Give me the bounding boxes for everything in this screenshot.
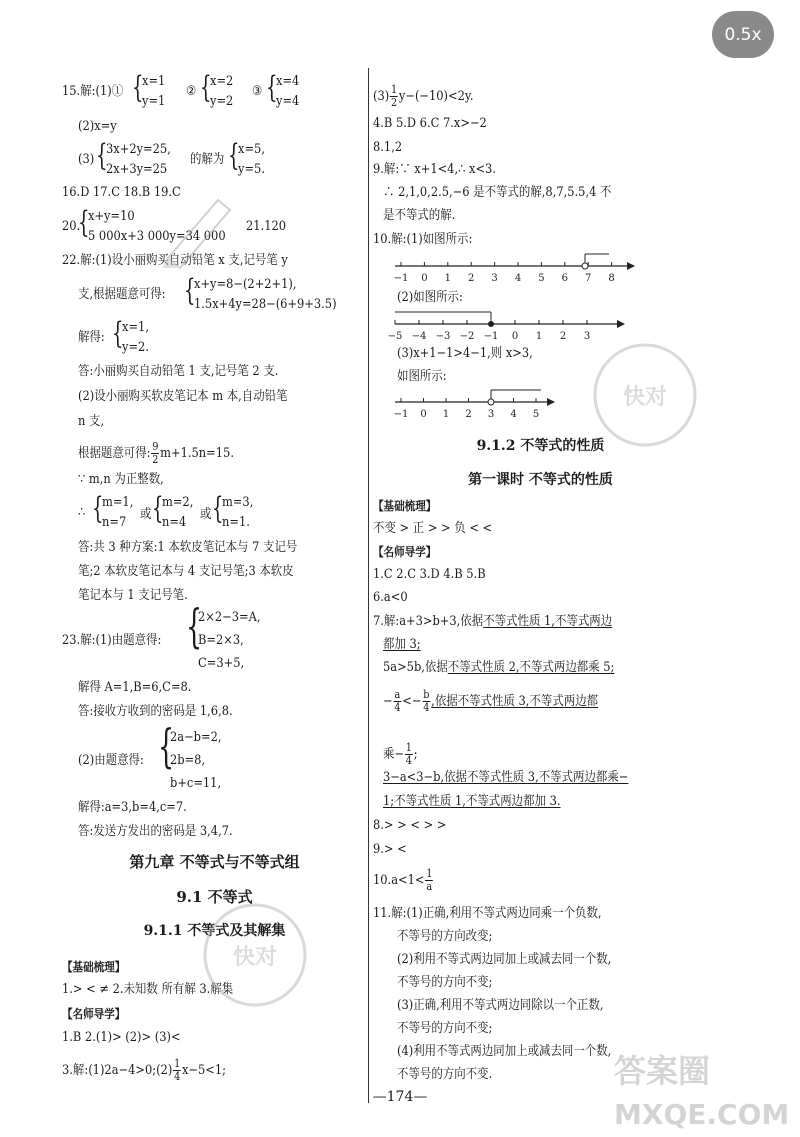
q21-answer: 21.120 <box>246 219 287 234</box>
q10-part3-figure-label: 如图所示: <box>397 369 447 384</box>
tick-label: −2 <box>459 331 475 342</box>
q15-system-eq2: 2x+3y=25 <box>106 162 168 177</box>
answer-10: 10.a<1< $\frac{1}{a}$ <box>373 867 433 893</box>
brace-icon: { <box>228 138 240 173</box>
q11-line3: (2)利用不等式两边同加上或减去同一个数, <box>397 952 612 967</box>
q11-line8: 不等号的方向不变. <box>397 1067 493 1082</box>
column-divider <box>368 68 369 1103</box>
tick-label: −1 <box>483 331 499 342</box>
tick-label: 0 <box>420 409 427 420</box>
tick-label: 0 <box>421 273 428 284</box>
q22-sol-x: x=1, <box>122 320 149 335</box>
q22-case1-n: n=7 <box>102 515 127 530</box>
q9-line2: ∴ 2,1,0,2.5,−6 是不等式的解,8,7,5.5,4 不 <box>383 185 612 200</box>
open-point <box>582 263 588 269</box>
fraction: $\frac{a}{4}$ <box>394 688 401 714</box>
q15-solution-x: x=5, <box>238 142 265 157</box>
q7-line3: 5a>5b,依据不等式性质 2,不等式两边都乘 5; <box>383 660 615 675</box>
brace-icon: { <box>92 491 104 526</box>
basic-review-answers: 1.> < ≠ 2.未知数 所有解 3.解集 <box>62 982 234 997</box>
brace-icon: { <box>112 316 124 351</box>
q23-eq-c: C=3+5, <box>198 656 245 671</box>
tick-label: −5 <box>387 331 403 342</box>
tick-label: −3 <box>435 331 451 342</box>
zoom-level-badge[interactable]: 0.5x <box>712 11 774 58</box>
q23-eq-a: 2×2−3=A, <box>198 610 261 625</box>
subsection-title: 9.1.2 不等式的性质 <box>476 438 605 454</box>
q7-line4: − $\frac{a}{4}$ <− $\frac{b}{4}$ ,依据不等式性质 3,不等式两边都 <box>383 688 599 714</box>
q22-line1: 22.解:(1)设小丽购买自动铅笔 x 支,记号笔 y <box>62 253 288 268</box>
tick-label: 4 <box>514 273 522 284</box>
answer-6: 6.a<0 <box>373 590 408 605</box>
q10-part2-label: (2)如图所示: <box>397 290 463 305</box>
q23-solve2: 解得:a=3,b=4,c=7. <box>78 800 187 815</box>
q22-eq1: x+y=8−(2+2+1), <box>194 277 297 292</box>
open-point <box>488 399 494 405</box>
page-number: —174— <box>372 1089 428 1105</box>
arrow-icon <box>627 262 635 270</box>
q23-answer2: 答:发送方发出的密码是 3,4,7. <box>78 824 233 839</box>
tick-label: 0 <box>511 331 519 342</box>
tick-label: 3 <box>583 331 591 342</box>
number-line-1 <box>395 250 635 286</box>
q22-sol-y: y=2. <box>122 340 149 355</box>
q15-sol2-x: x=2 <box>210 74 234 89</box>
answer-9-signs: 9.> < <box>373 842 407 857</box>
brace-icon: { <box>78 205 90 240</box>
q22-equation: 根据题意可得: $\frac{9}{2}$ m+1.5n=15. <box>78 440 234 466</box>
q7-line7: 1;不等式性质 1,不等式两边都加 3. <box>383 794 561 809</box>
tick-label: −1 <box>393 273 409 284</box>
guide-answers-1-2: 1.B 2.(1)> (2)> (3)< <box>62 1030 181 1045</box>
number-line-2 <box>387 308 625 344</box>
q15-part2: (2)x=y <box>78 119 117 134</box>
q15-solution-text: 的解为 <box>190 152 225 167</box>
tick-label: 2 <box>468 273 475 284</box>
q15-sol3-y: y=4 <box>276 94 300 109</box>
number-line-3 <box>395 386 555 422</box>
q22-case2-n: n=4 <box>162 515 187 530</box>
q15-solution-y: y=5. <box>238 162 265 177</box>
q22-plans-line2: 笔;2 本软皮笔记本与 4 支记号笔;3 本软皮 <box>78 564 294 579</box>
lesson-title: 第一课时 不等式的性质 <box>468 472 613 488</box>
q11-line6: 不等号的方向不变; <box>397 1021 493 1036</box>
q22-line2: 支,根据题意可得: <box>78 287 166 302</box>
tick-label: −4 <box>411 331 427 342</box>
tick-label: 2 <box>465 409 472 420</box>
q11-line5: (3)正确,利用不等式两边同除以一个正数, <box>397 998 604 1013</box>
section-title: 9.1 不等式 <box>176 888 253 906</box>
brace-icon: { <box>212 491 224 526</box>
guide-answer-3: 3.解:(1)2a−4>0;(2) $\frac{1}{4}$ x−5<1; <box>62 1057 227 1083</box>
fraction: $\frac{1}{2}$ <box>390 83 398 109</box>
q10-label: 10.解:(1)如图所示: <box>373 232 473 247</box>
q22-part2-line2: n 支, <box>78 414 105 429</box>
q23-eq-b: B=2×3, <box>198 633 244 648</box>
q15-part3-label: (3) <box>78 152 95 167</box>
tick-label: 1 <box>442 409 450 420</box>
tick-label: 6 <box>561 273 568 284</box>
q15-sol1-y: y=1 <box>142 94 166 109</box>
q9-line1: 9.解:∵ x+1<4,∴ x<3. <box>373 162 496 177</box>
guide-answers-1-5: 1.C 2.C 3.D 4.B 5.B <box>373 567 486 582</box>
brace-icon: { <box>184 273 196 308</box>
fraction: $\frac{1}{4}$ <box>174 1057 181 1083</box>
arrow-icon <box>617 320 625 328</box>
q22-plans-line3: 笔记本与 1 支记号笔. <box>78 588 188 603</box>
q22-solve-label: 解得: <box>78 330 105 345</box>
q20-label: 20. <box>62 219 81 234</box>
or-text: 或 <box>200 507 212 522</box>
basic-review-tag: 【基础梳理】 <box>62 960 126 974</box>
tick-label: 8 <box>608 273 615 284</box>
q11-line2: 不等号的方向改变; <box>397 929 493 944</box>
answers-16-19: 16.D 17.C 18.B 19.C <box>62 185 181 200</box>
fraction: $\frac{b}{4}$ <box>423 688 430 714</box>
tick-label: 7 <box>585 273 592 284</box>
q11-line4: 不等号的方向不变; <box>397 975 493 990</box>
site-watermark-url: MXQE.COM <box>614 1098 790 1131</box>
q23-answer1: 答:接收方收到的密码是 1,6,8. <box>78 704 233 719</box>
fraction: $\frac{1}{a}$ <box>426 867 433 893</box>
q15-system-eq1: 3x+2y=25, <box>106 142 171 157</box>
q7-line1: 7.解:a+3>b+3,依据不等式性质 1,不等式两边 <box>373 614 613 629</box>
q15-sol3-x: x=4 <box>276 74 300 89</box>
q23-eq-2a: 2a−b=2, <box>170 730 222 745</box>
q15-circle3: ③ <box>252 84 263 99</box>
q22-case3-n: n=1. <box>222 515 250 530</box>
answers-4-7: 4.B 5.D 6.C 7.x>−2 <box>373 116 487 131</box>
q22-case3-m: m=3, <box>222 495 254 510</box>
q15-circle2: ② <box>186 84 197 99</box>
q22-part2-line1: (2)设小丽购买软皮笔记本 m 本,自动铅笔 <box>78 389 288 404</box>
q22-plans-line1: 答:共 3 种方案:1 本软皮笔记本与 7 支记号 <box>78 540 298 555</box>
tick-label: 4 <box>510 409 517 420</box>
tick-label: 3 <box>487 409 495 420</box>
q15-sol2-y: y=2 <box>210 94 234 109</box>
teacher-guide-tag: 【名师导学】 <box>62 1007 126 1021</box>
site-watermark-cn: 答案圈 <box>614 1052 711 1090</box>
arrow-icon <box>547 398 555 406</box>
brace-icon: { <box>200 70 212 105</box>
q23-eq-2c: b+c=11, <box>170 776 222 791</box>
q22-therefore: ∴ <box>78 505 86 520</box>
subsection-title: 9.1.1 不等式及其解集 <box>143 923 286 939</box>
site-watermark <box>612 1042 792 1132</box>
q7-line5: 乘− $\frac{1}{4}$ ; <box>383 741 418 767</box>
tick-label: 1 <box>444 273 451 284</box>
closed-point <box>488 321 494 327</box>
teacher-guide-tag: 【名师导学】 <box>373 545 437 559</box>
q22-case2-m: m=2, <box>162 495 194 510</box>
q7-line6: 3−a<3−b,依据不等式性质 3,不等式两边都乘− <box>383 770 629 785</box>
q23-eq-2b: 2b=8, <box>170 753 206 768</box>
stamp-watermark-icon <box>590 340 700 450</box>
brace-icon: { <box>132 70 144 105</box>
brace-icon: { <box>96 138 108 173</box>
q23-part2-label: (2)由题意得: <box>78 753 144 768</box>
q7-line2: 都加 3; <box>383 637 421 652</box>
brace-icon: { <box>158 719 175 773</box>
q22-case1-m: m=1, <box>102 495 134 510</box>
q9-line3: 是不等式的解. <box>383 208 456 223</box>
brace-icon: { <box>152 491 164 526</box>
q23-part1-label: 23.解:(1)由题意得: <box>62 633 162 648</box>
q20-eq2: 5 000x+3 000y=34 000 <box>88 229 226 244</box>
or-text: 或 <box>140 507 152 522</box>
q15-part1-label: 15.解:(1)① <box>62 84 124 99</box>
tick-label: 3 <box>491 273 498 284</box>
q3-part3: (3) $\frac{1}{2}$ y−(−10)<2y. <box>373 83 474 109</box>
q11-line7: (4)利用不等式两边同加上或减去同一个数, <box>397 1044 612 1059</box>
tick-label: 5 <box>532 409 540 420</box>
brace-icon: { <box>186 599 203 653</box>
q23-solve1: 解得 A=1,B=6,C=8. <box>78 680 192 695</box>
stamp-watermark-icon <box>200 900 310 1010</box>
q10-part3: (3)x+1−1>4−1,则 x>3, <box>397 346 533 361</box>
tick-label: 2 <box>559 331 567 342</box>
q11-line1: 11.解:(1)正确,利用不等式两边同乘一个负数, <box>373 906 602 921</box>
stamp-text: 快对 <box>622 385 668 410</box>
basic-review-tag: 【基础梳理】 <box>373 499 437 513</box>
basic-review-answers: 不变 > 正 > > 负 < < <box>373 521 493 536</box>
brace-icon: { <box>266 70 278 105</box>
answer-8: 8.1,2 <box>373 140 403 155</box>
tick-label: 5 <box>538 273 545 284</box>
q15-sol1-x: x=1 <box>142 74 166 89</box>
tick-label: −1 <box>393 409 409 420</box>
tick-label: 1 <box>535 331 543 342</box>
pencil-watermark-icon <box>148 188 238 268</box>
q22-integer-note: ∵ m,n 为正整数, <box>78 472 164 487</box>
fraction: $\frac{1}{4}$ <box>405 741 412 767</box>
stamp-text: 快对 <box>232 945 278 970</box>
chapter-title: 第九章 不等式与不等式组 <box>129 853 300 871</box>
fraction: $\frac{9}{2}$ <box>152 440 159 466</box>
q20-eq1: x+y=10 <box>88 209 135 224</box>
answer-8-signs: 8.> > < > > <box>373 818 447 833</box>
q22-answer1: 答:小丽购买自动铅笔 1 支,记号笔 2 支. <box>78 364 279 379</box>
right-column <box>373 0 711 1137</box>
q22-eq2: 1.5x+4y=28−(6+9+3.5) <box>194 297 337 312</box>
